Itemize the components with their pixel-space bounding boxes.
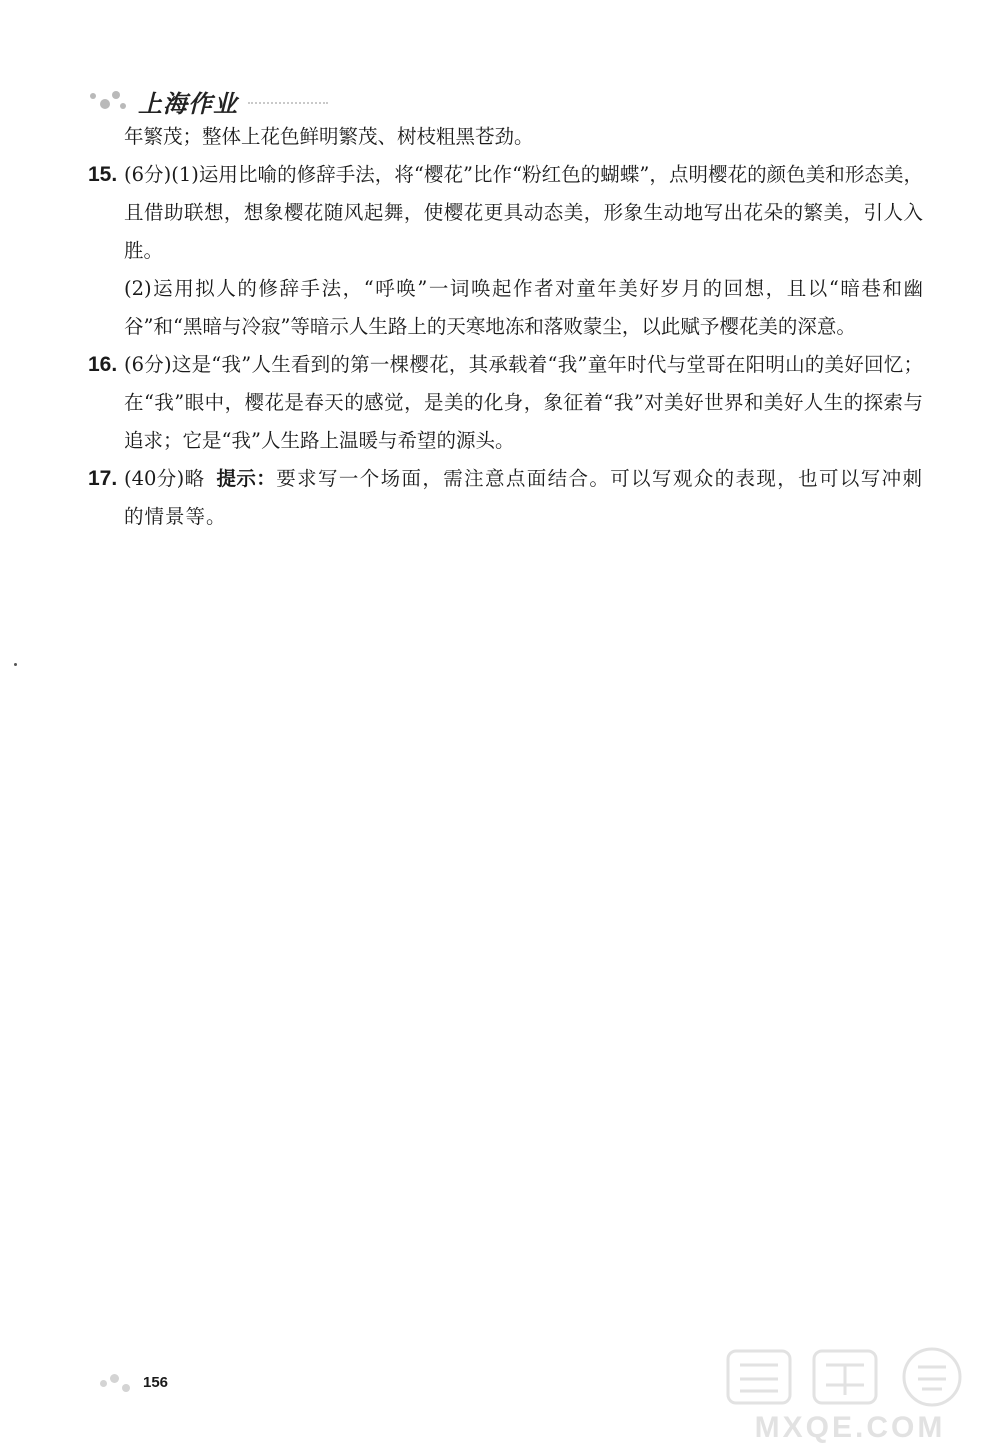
answer-item-16	[88, 346, 923, 460]
item-paragraph: (6分)这是“我”人生看到的第一棵樱花，其承载着“我”童年时代与堂哥在阳明山的美好回忆；在“我”眼中，樱花是春天的感觉，是美的化身，象征着“我”对美好世界和美好人生的探索与追求；它是“我”人生路上温暖与希望的源头。	[124, 353, 923, 452]
hint-label: 提示：	[216, 467, 277, 490]
item-number: 15.	[88, 163, 118, 186]
item-paragraph	[124, 460, 923, 536]
answer-item-15	[88, 156, 923, 270]
item-paragraph: (6分)(1)运用比喻的修辞手法，将“樱花”比作“粉红色的蝴蝶”，点明樱花的颜色美和形态美，且借助联想，想象樱花随风起舞，使樱花更具动态美，形象生动地写出花朵的繁美，引人入胜。	[124, 163, 923, 262]
scan-speck	[14, 663, 17, 666]
item-paragraph: (2)运用拟人的修辞手法，“呼唤”一词唤起作者对童年美好岁月的回想，且以“暗巷和幽谷”和“黑暗与冷寂”等暗示人生路上的天寒地冻和落败蒙尘，以此赋予樱花美的深意。	[124, 277, 923, 338]
footer-decoration-icon	[100, 1372, 140, 1394]
watermark-text: MXQE.COM	[754, 1411, 946, 1444]
header-dotted-rule	[248, 100, 328, 104]
header-title: 上海作业	[138, 90, 238, 118]
answer-content	[88, 118, 923, 536]
item-number: 17.	[88, 467, 118, 490]
page-header	[88, 84, 328, 119]
hint-text: 要求写一个场面，需注意点面结合。可以写观众的表现，也可以写冲刺的情景等。	[124, 467, 923, 528]
page-number: 156	[143, 1374, 169, 1391]
item-number: 16.	[88, 353, 118, 376]
header-decoration-icon	[88, 89, 134, 115]
item-score: (40分)略	[124, 467, 205, 490]
continuation-line: 年繁茂；整体上花色鲜明繁茂、树枝粗黑苍劲。	[124, 125, 534, 148]
answer-site-watermark-icon	[710, 1345, 990, 1445]
answer-item-17	[88, 460, 923, 536]
